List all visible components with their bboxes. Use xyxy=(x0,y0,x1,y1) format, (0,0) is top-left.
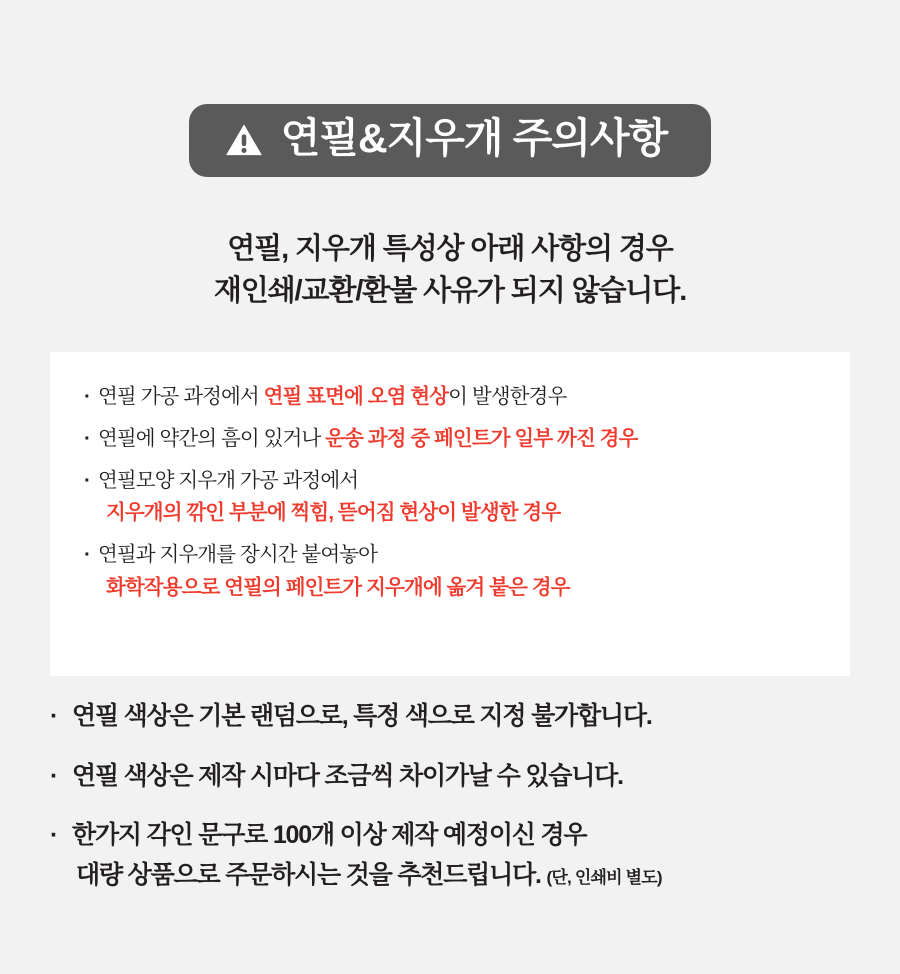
lead-line-2: 재인쇄/교환/환불 사유가 되지 않습니다. xyxy=(213,275,687,308)
exclusion-card xyxy=(50,352,850,676)
page-title: 연필&지우개 주의사항 xyxy=(280,115,668,161)
lead-line-1: 연필, 지우개 특성상 아래 사항의 경우 xyxy=(227,233,673,265)
bullet-dot: · xyxy=(50,821,58,849)
item-text-pre: 연필과 지우개를 장시간 붙여놓아 xyxy=(98,543,378,567)
list-item xyxy=(50,424,850,453)
note-text: 연필 색상은 제작 시마다 조금씩 차이가날 수 있습니다. xyxy=(72,761,623,790)
bottom-notes xyxy=(50,700,870,918)
note-text: 한가지 각인 문구로 100개 이상 제작 예정이신 경우 xyxy=(72,821,587,849)
list-item xyxy=(50,540,850,601)
bullet-dot: · xyxy=(84,469,90,493)
bullet-dot: · xyxy=(50,761,58,790)
warning-triangle-icon xyxy=(225,123,263,157)
list-item xyxy=(50,466,850,527)
exclusion-list xyxy=(50,352,850,602)
note-text: 연필 색상은 기본 랜덤으로, 특정 색으로 지정 불가합니다. xyxy=(72,702,652,730)
item-text-pre: 연필 가공 과정에서 xyxy=(98,385,264,408)
note-text-line2 xyxy=(72,859,870,892)
item-text-post: 이 발생한경우 xyxy=(448,385,567,408)
note-text-line2-main: 대량 상품으로 주문하시는 것을 추천드립니다. xyxy=(76,860,541,889)
note-text-small: (단, 인쇄비 별도) xyxy=(546,867,662,887)
item-text-highlight-line2: 화학작용으로 연필의 페인트가 지우개에 옮겨 붙은 경우 xyxy=(106,575,570,599)
note-item xyxy=(50,700,870,733)
bullet-dot: · xyxy=(50,702,58,730)
item-text-pre: 연필에 약간의 흠이 있거나 xyxy=(98,427,326,451)
item-text-highlight: 연필 표면에 오염 현상 xyxy=(263,385,449,408)
note-item xyxy=(50,760,870,793)
note-item xyxy=(50,819,870,891)
item-text-highlight-line2: 지우개의 깎인 부분에 찍힘, 뜯어짐 현상이 발생한 경우 xyxy=(106,501,561,525)
item-text-highlight: 운송 과정 중 페인트가 일부 까진 경우 xyxy=(325,427,638,451)
header-badge-wrapper xyxy=(0,104,900,177)
header-badge xyxy=(189,104,711,177)
bullet-dot: · xyxy=(84,385,90,408)
bullet-dot: · xyxy=(84,543,90,567)
bullet-dot: · xyxy=(84,427,90,451)
list-item xyxy=(50,382,850,411)
item-text-pre: 연필모양 지우개 가공 과정에서 xyxy=(98,469,359,493)
lead-paragraph xyxy=(0,228,900,312)
